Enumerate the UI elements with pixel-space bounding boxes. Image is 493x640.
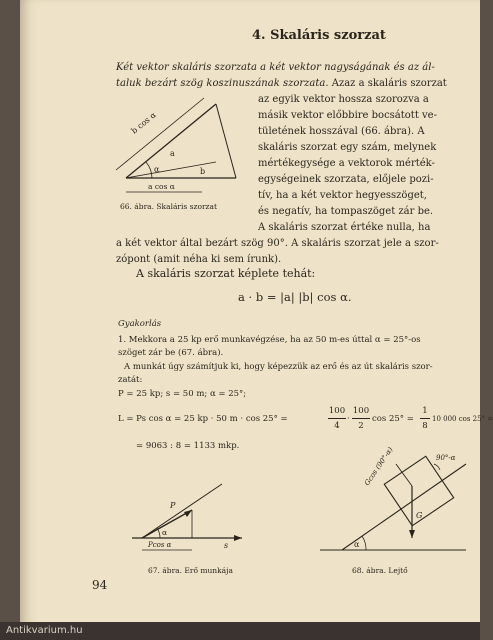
frac3-den: 8 — [422, 421, 428, 431]
intro-full-line: zópont (amit néha ki sem írunk). — [116, 254, 282, 265]
exercise-line-1: 1. Mekkora a 25 kp erő munkavégzése, ha az 50 m-es úttal α = 25°-os — [118, 335, 421, 345]
label-alpha67: α — [162, 528, 168, 537]
intro-line-2 — [116, 76, 447, 92]
frac1-bar — [328, 418, 346, 419]
exercise-calc-end: 10 000 cos 25° = — [432, 415, 493, 423]
figure-67-diagram — [124, 478, 252, 558]
intro-side-line: mértékegysége a vektorok mérték- — [258, 158, 435, 169]
exercise-calc-start: L = Ps cos α = 25 kp · 50 m · cos 25° = — [118, 414, 288, 424]
section-title: 4. Skaláris szorzat — [252, 28, 386, 43]
figure-68-caption: 68. ábra. Lejtő — [352, 566, 408, 575]
intro-side-line: másik vektor előbbire bocsátott ve- — [258, 110, 437, 121]
frac1-den: 4 — [334, 421, 340, 431]
figure-66-diagram — [112, 92, 258, 196]
angle-arc — [146, 162, 152, 178]
frac3-bar — [420, 418, 430, 419]
label-P: P — [170, 501, 176, 510]
label-alpha: α — [154, 165, 160, 174]
intro-side-line: A skaláris szorzat értéke nulla, ha — [258, 222, 431, 233]
label-angle: 90°-α — [436, 454, 456, 462]
incline-line — [342, 464, 466, 550]
label-acos: a cos α — [148, 182, 175, 191]
frac1-num: 100 — [328, 406, 346, 416]
intro-side-line: tív, ha a két vektor hegyesszöget, — [258, 190, 427, 201]
formula: a · b = |a| |b| cos α. — [238, 290, 352, 304]
projection-line — [216, 104, 236, 178]
label-s: s — [224, 541, 229, 550]
exercise-result: = 9063 : 8 = 1133 mkp. — [136, 441, 240, 451]
intro-line-1: Két vektor skaláris szorzata a két vektor nagyságának és az ál- — [116, 62, 435, 73]
label-gcos: Gcos (90°-α) — [363, 445, 395, 488]
intro-side-line: tületének hosszával (66. ábra). A — [258, 126, 425, 137]
figure-66-caption: 66. ábra. Skaláris szorzat — [120, 202, 217, 211]
page-number: 94 — [92, 578, 108, 592]
exercise-line-4: zatát: — [118, 375, 143, 385]
label-bcos: b cos α — [129, 110, 158, 136]
intro-side-line: és negatív, ha tompaszöget zár be. — [258, 206, 434, 217]
label-a: a — [170, 149, 175, 158]
intro-full-line: a két vektor által bezárt szög 90°. A skaláris szorzat jele a szor- — [116, 238, 439, 249]
intro-line-2-italic: taluk bezárt szög koszinuszának szorzata. — [116, 78, 329, 89]
figure-67-caption: 67. ábra. Erő munkája — [148, 566, 233, 575]
label-pcos: Pcos α — [148, 541, 172, 549]
formula-intro: A skaláris szorzat képlete tehát: — [136, 267, 316, 280]
watermark: Antikvarium.hu — [0, 622, 480, 640]
exercise-givens: P = 25 kp; s = 50 m; α = 25°; — [118, 389, 247, 399]
exercise-calc-mid: cos 25° = — [372, 414, 414, 424]
times-dot: · — [347, 414, 350, 424]
label-b: b — [200, 167, 206, 176]
exercise-line-3: A munkát úgy számítjuk ki, hogy képezzük az erő és az út skaláris szor- — [124, 362, 433, 372]
frac2-den: 2 — [358, 421, 364, 431]
frac3-num: 1 — [422, 406, 428, 416]
parallel-line — [116, 98, 204, 170]
label-alpha68: α — [354, 540, 360, 549]
force-p-line — [142, 484, 222, 538]
intro-side-line: az egyik vektor hossza szorozva a — [258, 94, 429, 105]
intro-line-2-rest: Azaz a skaláris szorzat — [328, 78, 447, 89]
intro-side-line: egységeinek szorzata, előjele pozi- — [258, 174, 434, 185]
book-page — [20, 0, 493, 640]
frac2-bar — [352, 418, 370, 419]
figure-68-diagram — [316, 440, 472, 560]
frac2-num: 100 — [352, 406, 370, 416]
label-G: G — [416, 511, 423, 520]
intro-side-line: skaláris szorzat egy szám, melynek — [258, 142, 437, 153]
exercise-line-2: szöget zár be (67. ábra). — [118, 348, 224, 358]
exercise-heading: Gyakorlás — [118, 319, 162, 329]
